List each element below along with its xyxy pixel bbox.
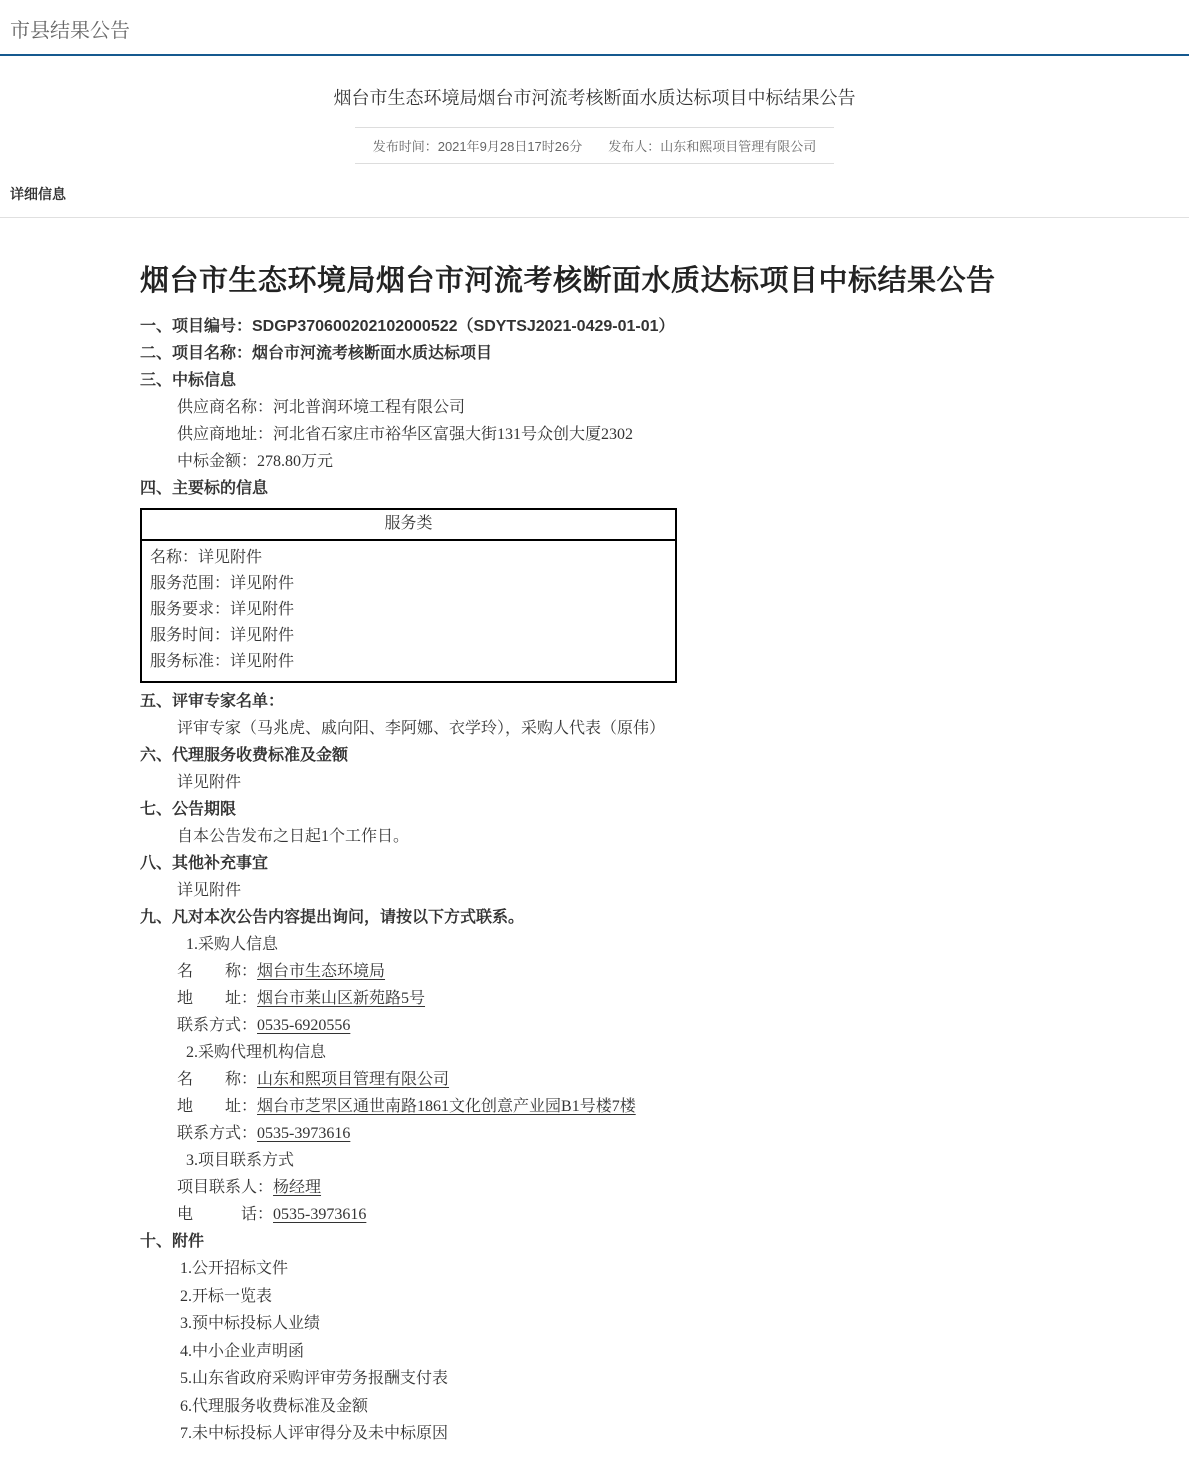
attachment-item: 1.公开招标文件 [180,1260,289,1277]
subject-table-header: 服务类 [142,510,675,541]
purchaser-name-label: 名 称： [177,963,258,980]
agency-info-title: 2.采购代理机构信息 [186,1044,327,1061]
purchaser-address-line [140,985,1129,1012]
project-contact-phone-label: 电 话： [177,1206,274,1223]
article-heading: 烟台市生态环境局烟台市河流考核断面水质达标项目中标结果公告 [140,265,996,297]
attachments-heading: 十、附件 [140,1233,205,1250]
project-contact-phone-line [140,1201,1129,1228]
subject-table-body [142,541,675,681]
agency-address-value: 烟台市芝罘区通世南路1861文化创意产业园B1号楼7楼 [257,1098,636,1115]
subject-heading: 四、主要标的信息 [140,480,269,497]
project-contact-person-label: 项目联系人： [177,1179,274,1196]
agency-tel-label: 联系方式： [177,1125,258,1142]
agency-tel-value: 0535-3973616 [257,1125,351,1142]
article-body [0,218,1189,1478]
supplier-address: 供应商地址：河北省石家庄市裕华区富强大街131号众创大厦2302 [177,426,634,443]
project-contact-person-value: 杨经理 [273,1179,322,1196]
experts-heading: 五、评审专家名单： [140,693,285,710]
attachment-item: 5.山东省政府采购评审劳务报酬支付表 [180,1370,449,1387]
purchaser-tel-value: 0535-6920556 [257,1017,351,1034]
table-row: 服务要求：详见附件 [150,601,295,618]
purchaser-address-value: 烟台市莱山区新苑路5号 [257,990,426,1007]
subject-table [140,508,677,683]
agency-fee-heading: 六、代理服务收费标准及金额 [140,747,349,764]
agency-name-line [140,1066,1129,1093]
publisher: 发布人：山东和熙项目管理有限公司 [608,139,817,154]
project-name-line: 二、项目名称：烟台市河流考核断面水质达标项目 [140,345,493,362]
table-row: 服务时间：详见附件 [150,627,295,644]
table-row: 服务范围：详见附件 [150,575,295,592]
category-title: 市县结果公告 [10,20,130,42]
award-info-heading: 三、中标信息 [140,372,237,389]
contact-section-heading: 九、凡对本次公告内容提出询问，请按以下方式联系。 [140,909,525,926]
project-number-line: 一、项目编号：SDGP370600202102000522（SDYTSJ2021-0429-01-01） [140,318,675,335]
agency-fee-body: 详见附件 [177,774,242,791]
experts-list: 评审专家（马兆虎、戚向阳、李阿娜、衣学玲），采购人代表（原伟） [177,720,666,737]
agency-address-label: 地 址： [177,1098,258,1115]
notice-period-heading: 七、公告期限 [140,801,237,818]
publish-time: 发布时间：2021年9月28日17时26分 [372,139,583,154]
award-amount: 中标金额：278.80万元 [177,453,334,470]
attachment-item: 6.代理服务收费标准及金额 [180,1397,369,1415]
table-row: 名称：详见附件 [150,549,263,566]
agency-tel-line [140,1120,1129,1147]
publish-info-box [355,127,835,164]
other-matters-heading: 八、其他补充事宜 [140,855,269,872]
category-header [0,0,1189,56]
project-contact-person-line [140,1174,1129,1201]
page-title: 烟台市生态环境局烟台市河流考核断面水质达标项目中标结果公告 [333,88,856,108]
purchaser-tel-label: 联系方式： [177,1017,258,1034]
detail-label: 详细信息 [10,186,66,202]
attachment-item: 2.开标一览表 [180,1287,273,1305]
agency-name-label: 名 称： [177,1071,258,1088]
purchaser-address-label: 地 址： [177,990,258,1007]
agency-name-value: 山东和熙项目管理有限公司 [257,1071,450,1088]
attachment-item: 3.预中标投标人业绩 [180,1315,321,1332]
supplier-name: 供应商名称：河北普润环境工程有限公司 [177,399,466,416]
other-matters-body: 详见附件 [177,882,242,899]
purchaser-name-value: 烟台市生态环境局 [257,963,386,980]
purchaser-info-title: 1.采购人信息 [186,936,279,953]
agency-address-line [140,1093,1129,1120]
notice-period-body: 自本公告发布之日起1个工作日。 [177,828,410,845]
attachment-item: 7.未中标投标人评审得分及未中标原因 [180,1425,449,1442]
purchaser-tel-line [140,1012,1129,1039]
project-contact-phone-value: 0535-3973616 [273,1206,367,1223]
project-contact-title: 3.项目联系方式 [186,1152,295,1169]
attachment-item: 4.中小企业声明函 [180,1342,305,1360]
purchaser-name-line [140,958,1129,985]
table-row: 服务标准：详见附件 [150,653,295,670]
